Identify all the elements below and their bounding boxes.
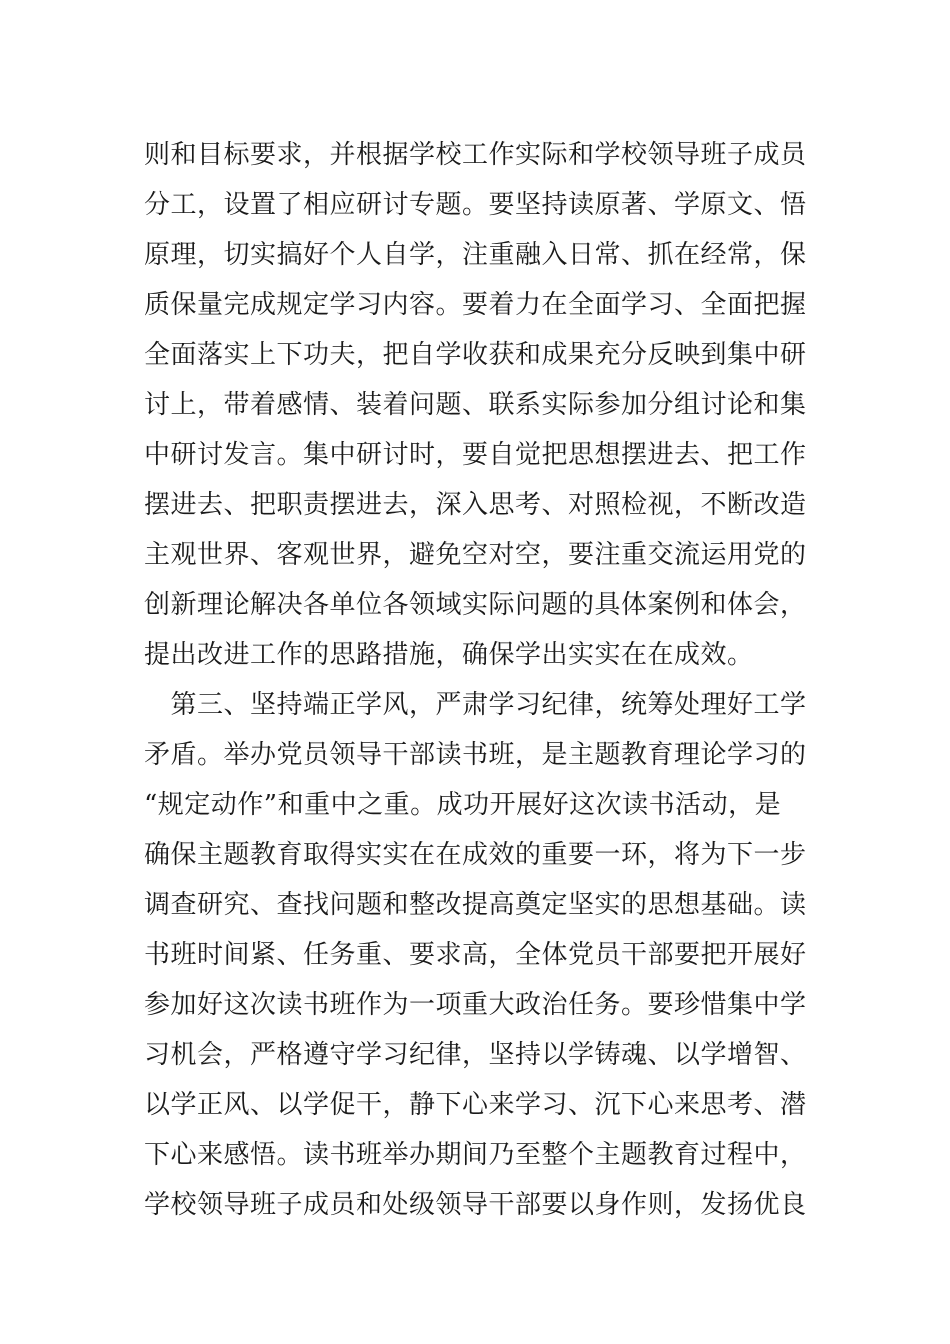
text-line: 讨上，带着感情、装着问题、联系实际参加分组讨论和集 xyxy=(144,390,807,420)
text-line: 学校领导班子成员和处级领导干部要以身作则，发扬优良 xyxy=(144,1190,807,1220)
text-line: 原理，切实搞好个人自学，注重融入日常、抓在经常，保 xyxy=(144,240,807,270)
body-text xyxy=(144,130,814,1230)
text-line: 摆进去、把职责摆进去，深入思考、对照检视，不断改造 xyxy=(144,490,807,520)
text-line: 分工，设置了相应研讨专题。要坚持读原著、学原文、悟 xyxy=(144,190,807,220)
text-line: 参加好这次读书班作为一项重大政治任务。要珍惜集中学 xyxy=(144,990,807,1020)
text-line: 主观世界、客观世界，避免空对空，要注重交流运用党的 xyxy=(144,540,807,570)
text-line: 习机会，严格遵守学习纪律，坚持以学铸魂、以学增智、 xyxy=(144,1040,807,1070)
text-line: “规定动作”和重中之重。成功开展好这次读书活动，是 xyxy=(144,790,782,820)
text-line: 调查研究、查找问题和整改提高奠定坚实的思想基础。读 xyxy=(144,890,807,920)
text-line: 则和目标要求，并根据学校工作实际和学校领导班子成员 xyxy=(144,140,807,170)
text-line: 以学正风、以学促干，静下心来学习、沉下心来思考、潜 xyxy=(144,1090,807,1120)
text-line: 创新理论解决各单位各领域实际问题的具体案例和体会， xyxy=(144,590,807,620)
text-line: 全面落实上下功夫，把自学收获和成果充分反映到集中研 xyxy=(144,340,807,370)
text-line: 矛盾。举办党员领导干部读书班，是主题教育理论学习的 xyxy=(144,740,807,770)
text-line: 确保主题教育取得实实在在成效的重要一环，将为下一步 xyxy=(144,840,807,870)
paragraph-start-line: 第三、坚持端正学风，严肃学习纪律，统筹处理好工学 xyxy=(144,690,807,720)
text-line: 中研讨发言。集中研讨时，要自觉把思想摆进去、把工作 xyxy=(144,440,807,470)
text-line: 下心来感悟。读书班举办期间乃至整个主题教育过程中， xyxy=(144,1140,807,1170)
text-line: 书班时间紧、任务重、要求高，全体党员干部要把开展好 xyxy=(144,940,807,970)
text-line: 质保量完成规定学习内容。要着力在全面学习、全面把握 xyxy=(144,290,807,320)
text-line: 提出改进工作的思路措施，确保学出实实在在成效。 xyxy=(144,640,754,670)
